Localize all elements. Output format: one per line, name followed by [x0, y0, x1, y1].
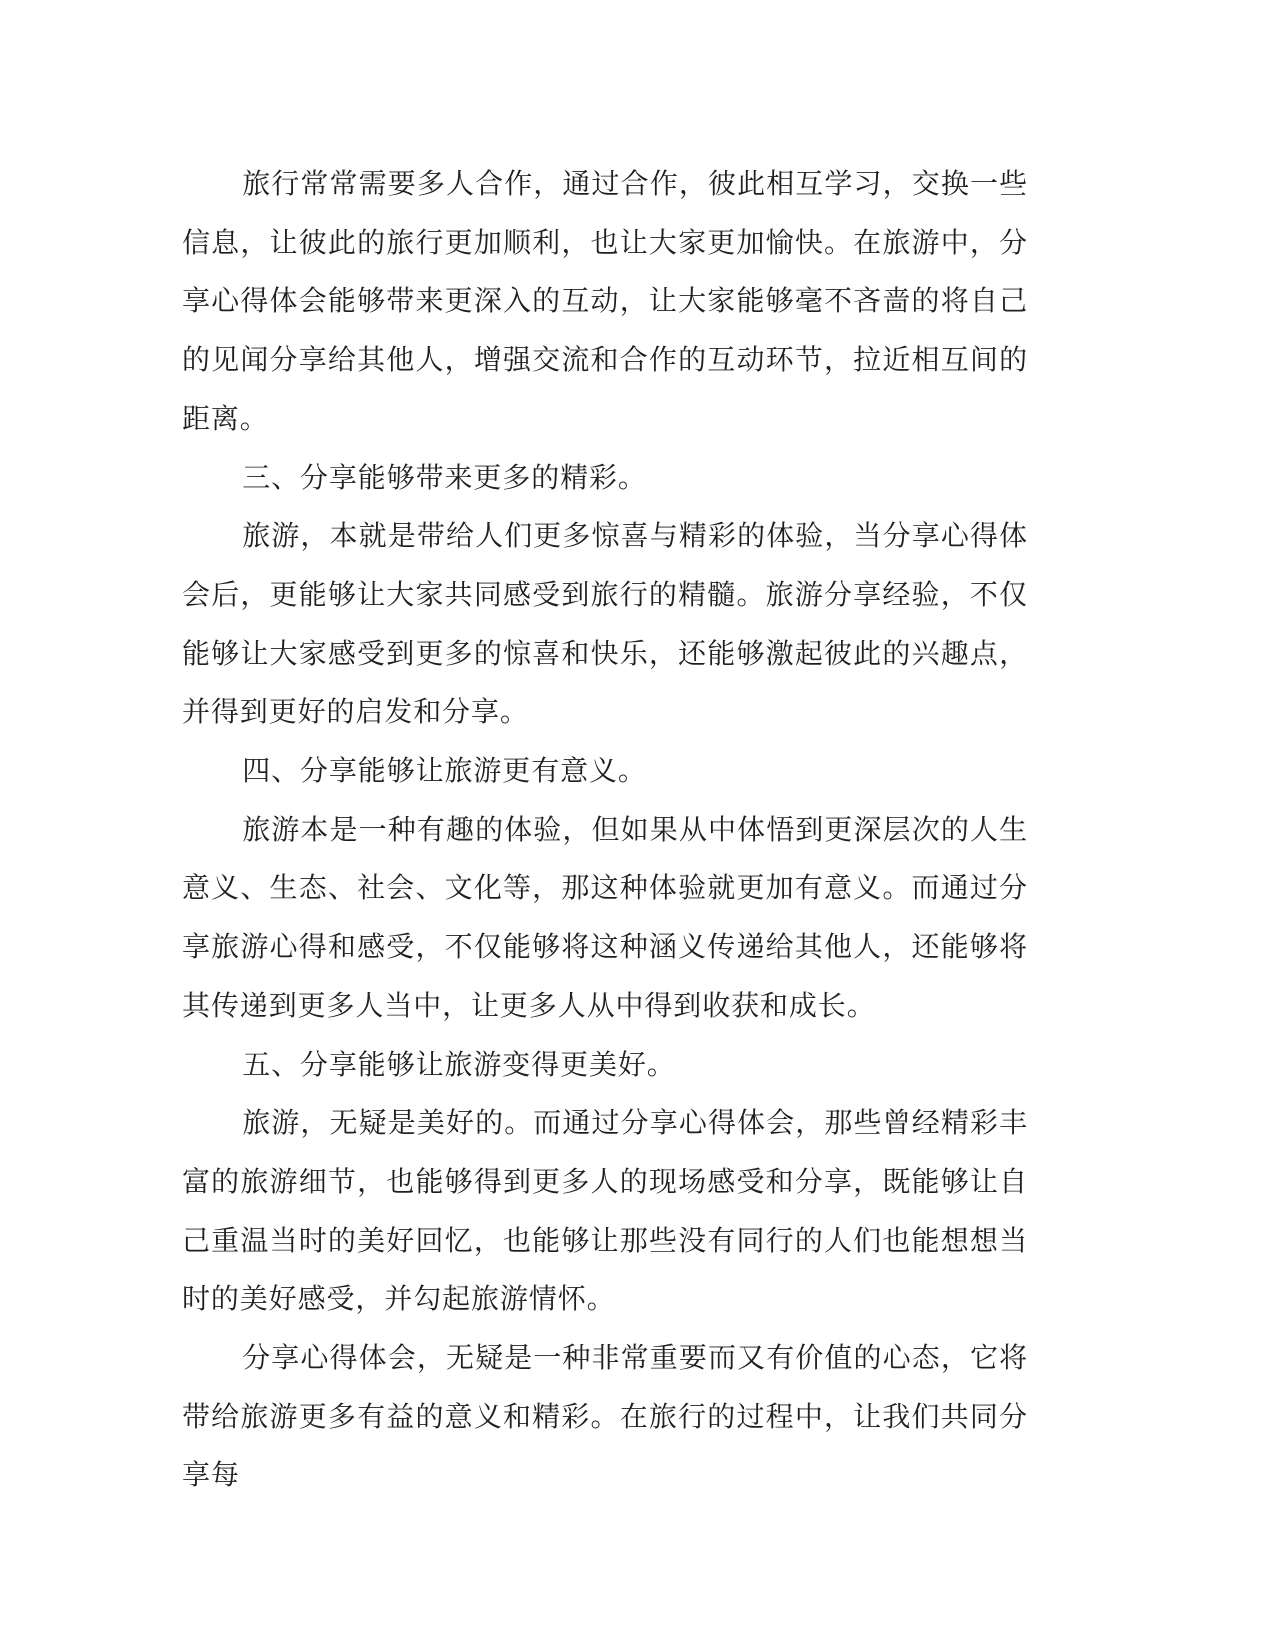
- body-paragraph: 分享心得体会，无疑是一种非常重要而又有价值的心态，它将带给旅游更多有益的意义和精彩。在旅行的过程中，让我们共同分享每: [182, 1341, 1028, 1492]
- body-paragraph: 旅游本是一种有趣的体验，但如果从中体悟到更深层次的人生意义、生态、社会、文化等，那这种体验就更加有意义。而通过分享旅游心得和感受，不仅能够将这种涵义传递给其他人，还能够将其传递到更多人当中，让更多人从中得到收获和成长。: [182, 812, 1028, 1022]
- document-body: [182, 155, 1028, 1505]
- section-heading: 五、分享能够让旅游变得更美好。: [242, 1047, 676, 1081]
- section-heading: 三、分享能够带来更多的精彩。: [242, 460, 647, 494]
- body-paragraph: 旅游，本就是带给人们更多惊喜与精彩的体验，当分享心得体会后，更能够让大家共同感受到旅行的精髓。旅游分享经验，不仅能够让大家感受到更多的惊喜和快乐，还能够激起彼此的兴趣点，并得到更好的启发和分享。: [182, 519, 1028, 729]
- body-paragraph: 旅游，无疑是美好的。而通过分享心得体会，那些曾经精彩丰富的旅游细节，也能够得到更多人的现场感受和分享，既能够让自己重温当时的美好回忆，也能够让那些没有同行的人们也能想想当时的美好感受，并勾起旅游情怀。: [182, 1106, 1028, 1316]
- section-heading: 四、分享能够让旅游更有意义。: [242, 754, 647, 788]
- body-paragraph: 旅行常常需要多人合作，通过合作，彼此相互学习，交换一些信息，让彼此的旅行更加顺利，也让大家更加愉快。在旅游中，分享心得体会能够带来更深入的互动，让大家能够毫不吝啬的将自己的见闻分享给其他人，增强交流和合作的互动环节，拉近相互间的距离。: [182, 167, 1028, 435]
